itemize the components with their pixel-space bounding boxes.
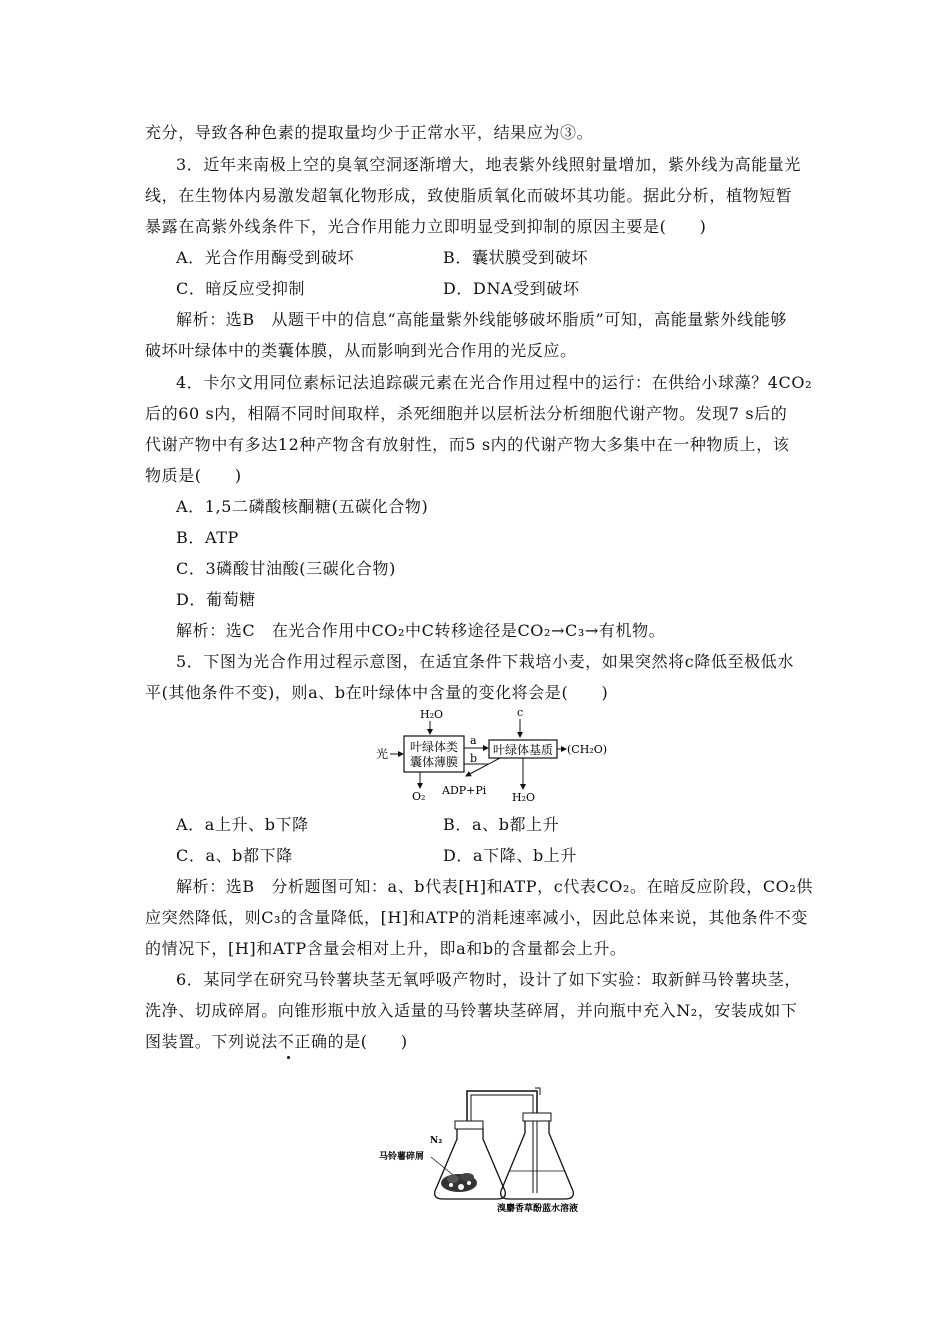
question-5-stem-line: 5．下图为光合作用过程示意图，在适宜条件下栽培小麦，如果突然将c降低至极低水 [176, 652, 794, 671]
option-a: A．光合作用酶受到破坏 [176, 248, 355, 267]
option-b: B．ATP [176, 528, 239, 547]
apparatus-figure [375, 1083, 645, 1215]
analysis-line: 应突然降低，则C₃的含量降低，[H]和ATP的消耗速率减小，因此总体来说，其他条件不变 [145, 908, 809, 927]
question-6-stem-line: 图装置。下列说法不正确的是( ) [145, 1032, 408, 1051]
option-c: C．3磷酸甘油酸(三碳化合物) [176, 559, 396, 578]
left-flask-label: 马铃薯碎屑 [379, 1152, 425, 1162]
analysis-line: 解析：选B 分析题图可知：a、b代表[H]和ATP，c代表CO₂。在暗反应阶段，CO₂供 [176, 877, 814, 896]
option-a: A．a上升、b下降 [176, 815, 309, 834]
label-a: a [470, 734, 477, 747]
option-b: B．a、b都上升 [443, 815, 560, 834]
label-c: c [517, 706, 524, 719]
question-4-stem-line: 物质是( ) [145, 466, 242, 485]
analysis-line: 的情况下，[H]和ATP含量会相对上升，即a和b的含量都会上升。 [145, 939, 627, 958]
question-4-stem-line: 4．卡尔文用同位素标记法追踪碳元素在光合作用过程中的运行：在供给小球藻？4CO₂ [176, 373, 813, 392]
question-6-stem-line: 6．某同学在研究马铃薯块茎无氧呼吸产物时，设计了如下实验：取新鲜马铃薯块茎， [176, 970, 801, 989]
adp-label: ADP+Pi [442, 784, 487, 797]
question-3-stem-line: 暴露在高紫外线条件下，光合作用能力立即明显受到抑制的原因主要是( ) [145, 217, 707, 236]
h2o-bottom-label: H₂O [512, 791, 536, 804]
right-stopper [523, 1113, 551, 1121]
question-4-stem-line: 后的60 s内，相隔不同时间取样，杀死细胞并以层析法分析细胞代谢产物。发现7 s后的 [145, 404, 788, 423]
label-b: b [470, 752, 478, 765]
potato-pieces [441, 1173, 477, 1192]
photosynthesis-diagram [360, 704, 640, 808]
stroma-label: 叶绿体基质 [492, 743, 554, 757]
option-d: D．DNA受到破坏 [443, 279, 580, 298]
option-c: C．a、b都下降 [176, 846, 293, 865]
question-5-stem-line: 平(其他条件不变)，则a、b在叶绿体中含量的变化将会是( ) [145, 683, 609, 702]
thylakoid-label-1: 叶绿体类 [409, 740, 459, 754]
left-stopper [455, 1121, 483, 1129]
question-3-stem-line: 3．近年来南极上空的臭氧空洞逐渐增大，地表紫外线照射量增加，紫外线为高能量光 [176, 155, 801, 174]
n2-label: N₂ [430, 1136, 443, 1146]
question-3-stem-line: 线，在生物体内易激发超氧化物形成，致使脂质氧化而破坏其功能。据此分析，植物短暂 [145, 186, 793, 205]
thylakoid-label-2: 囊体薄膜 [409, 755, 459, 769]
paragraph-line: 充分，导致各种色素的提取量均少于正常水平，结果应为③。 [145, 123, 594, 142]
right-flask-label: 溴麝香草酚蓝水溶液 [497, 1204, 579, 1214]
question-6-stem-line: 洗净、切成碎屑。向锥形瓶中放入适量的马铃薯块茎碎屑，并向瓶中充入N₂，安装成如下 [145, 1001, 798, 1020]
light-label: 光 [376, 747, 389, 761]
option-d: D．a下降、b上升 [443, 846, 578, 865]
option-a: A．1,5二磷酸核酮糖(五碳化合物) [176, 497, 429, 516]
option-c: C．暗反应受抑制 [176, 279, 306, 298]
left-pointer-line [431, 1157, 453, 1175]
analysis-line: 解析：选B 从题干中的信息“高能量紫外线能够破坏脂质”可知，高能量紫外线能够 [176, 310, 787, 329]
question-4-stem-line: 代谢产物中有多达12种产物含有放射性，而5 s内的代谢产物大多集中在一种物质上，该 [145, 435, 790, 454]
h2o-top-label: H₂O [420, 708, 444, 721]
product-label: (CH₂O) [567, 743, 608, 756]
analysis-line: 解析：选C 在光合作用中CO₂中C转移途径是CO₂→C₃→有机物。 [176, 621, 666, 640]
o2-label: O₂ [412, 790, 426, 803]
option-b: B．囊状膜受到破坏 [443, 248, 589, 267]
emphasis-dot [287, 1056, 290, 1059]
analysis-line: 破坏叶绿体中的类囊体膜，从而影响到光合作用的光反应。 [145, 341, 577, 360]
option-d: D．葡萄糖 [176, 590, 256, 609]
